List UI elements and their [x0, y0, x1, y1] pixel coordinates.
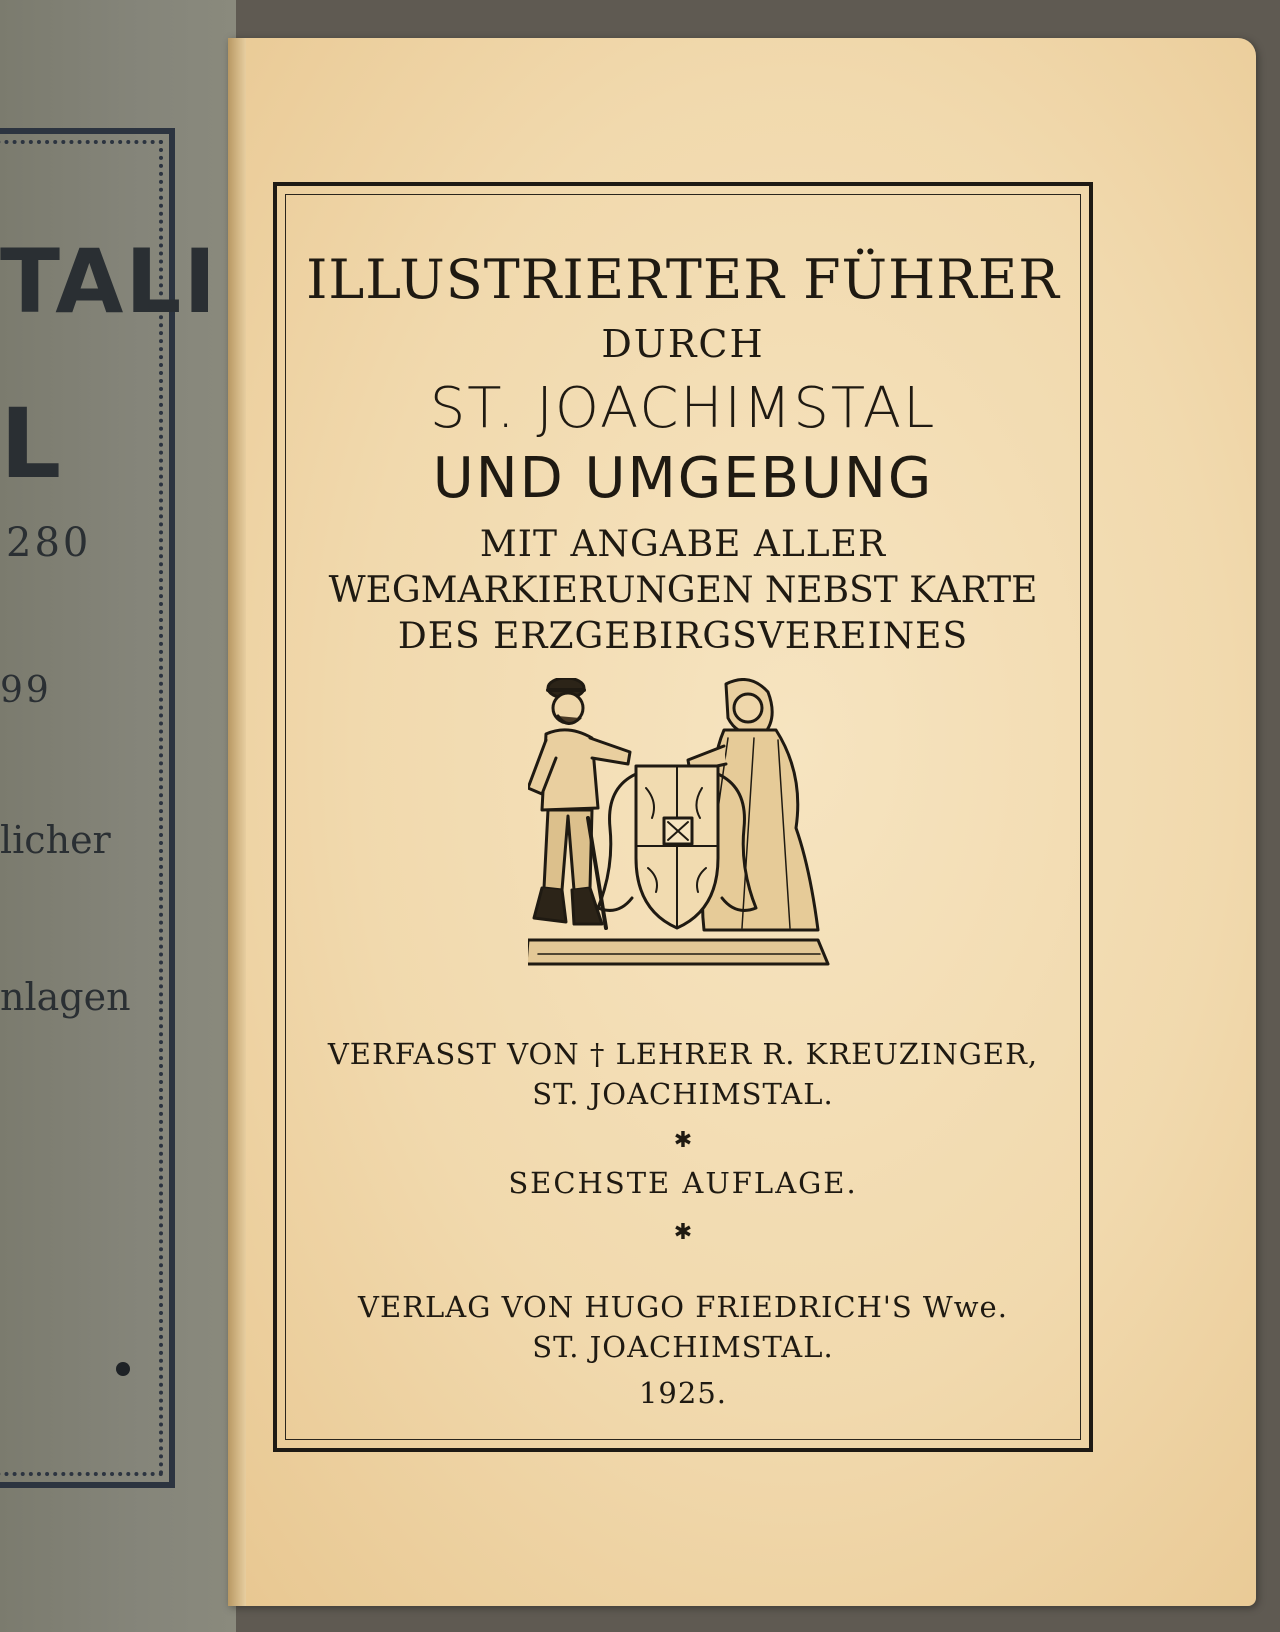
publisher-line: VERLAG VON HUGO FRIEDRICH'S Wwe.	[358, 1290, 1008, 1324]
ornament-star-icon: ✱	[673, 1128, 693, 1153]
book-subtitle-line-3: DES ERZGEBIRGSVEREINES	[397, 616, 969, 657]
book-title-und-umgebung: UND UMGEBUNG	[432, 446, 934, 511]
book-cover	[0, 0, 236, 1632]
book-subtitle-line-2: WEGMARKIERUNGEN NEBST KARTE	[328, 570, 1038, 611]
book-title-place: ST. JOACHIMSTAL	[429, 376, 937, 441]
cover-text-fragment: TALI	[0, 230, 219, 333]
cover-text-fragment: 99	[0, 670, 52, 711]
publisher-place: ST. JOACHIMSTAL.	[532, 1330, 834, 1364]
cover-text-fragment: nlagen	[0, 975, 131, 1019]
coat-of-arms-emblem-icon	[528, 678, 838, 988]
ornament-star-icon: ✱	[673, 1220, 693, 1245]
cover-dot-ornament	[116, 1362, 130, 1376]
edition-line: SECHSTE AUFLAGE.	[508, 1166, 858, 1200]
book-subtitle-line-1: MIT ANGABE ALLER	[479, 524, 887, 565]
author-line: VERFASST VON † LEHRER R. KREUZINGER,	[327, 1037, 1039, 1071]
book-title: ILLUSTRIERTER FÜHRER	[306, 248, 1060, 311]
cover-text-fragment: 280	[6, 520, 92, 566]
cover-text-fragment: licher	[0, 818, 111, 862]
author-place: ST. JOACHIMSTAL.	[532, 1077, 834, 1111]
cover-text-fragment: L	[0, 388, 62, 500]
book-title-durch: DURCH	[601, 322, 765, 366]
publication-year: 1925.	[638, 1376, 728, 1410]
page-spine-edge	[228, 38, 246, 1606]
